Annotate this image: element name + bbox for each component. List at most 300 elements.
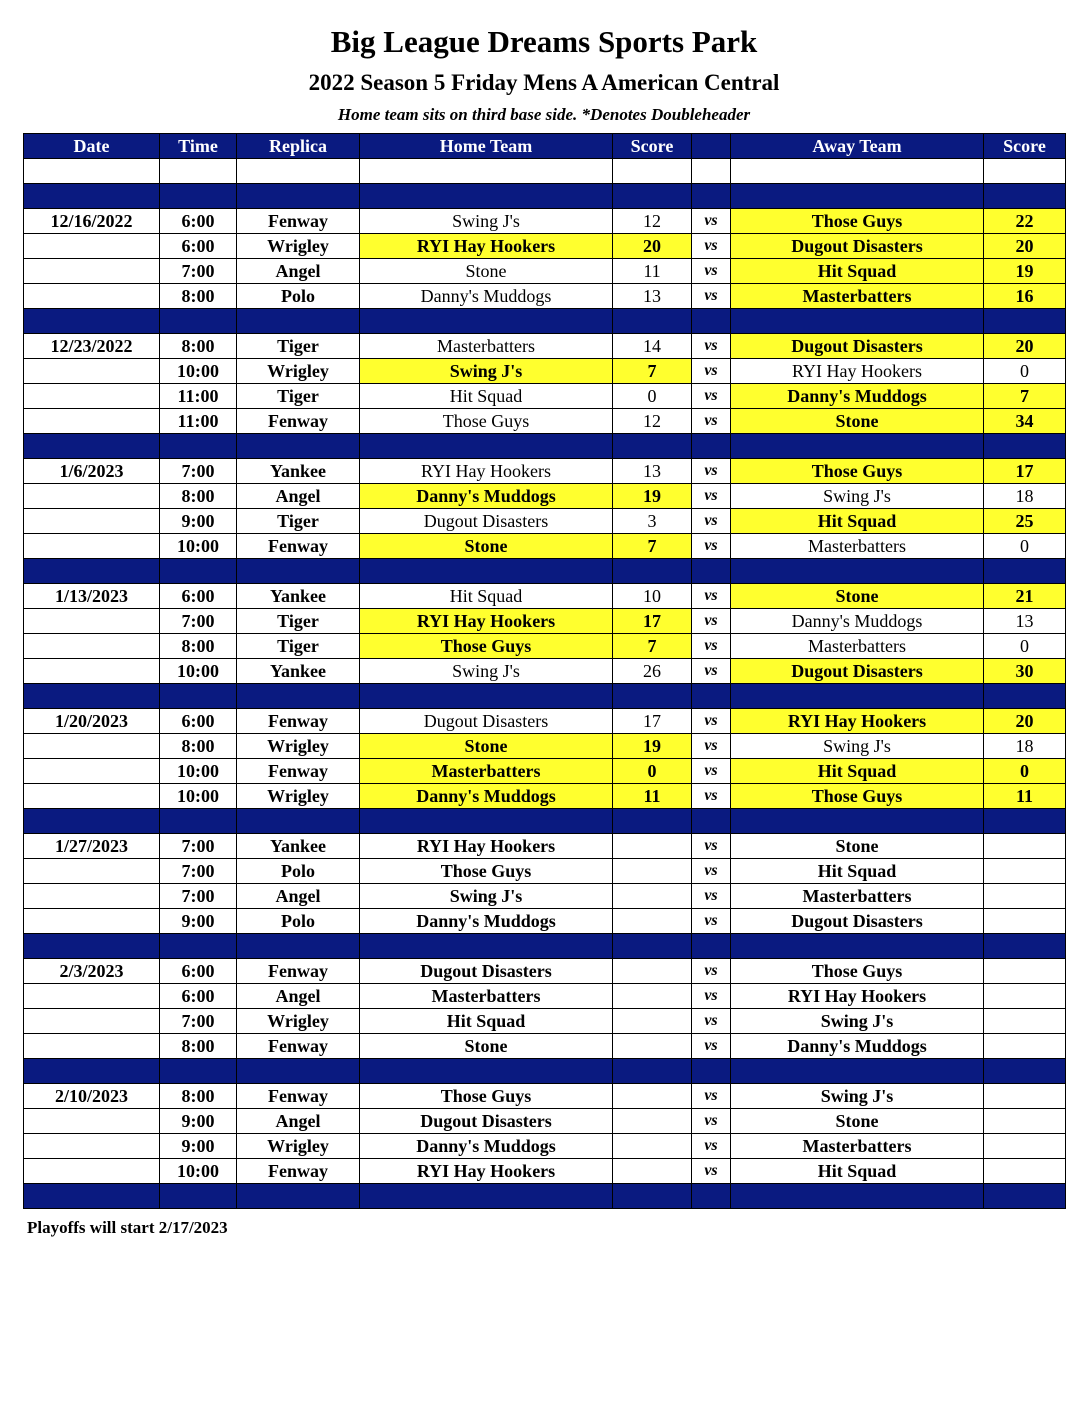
game-row xyxy=(24,509,1066,534)
game-field: Yankee xyxy=(237,834,360,859)
home-score xyxy=(613,1109,692,1134)
vs-label: vs xyxy=(692,1084,731,1109)
home-team: RYI Hay Hookers xyxy=(360,234,613,259)
page-subtitle: 2022 Season 5 Friday Mens A American Central xyxy=(308,70,780,95)
away-score: 13 xyxy=(984,609,1066,634)
game-time: 9:00 xyxy=(160,909,237,934)
game-field: Fenway xyxy=(237,759,360,784)
home-team: Stone xyxy=(360,259,613,284)
game-time: 8:00 xyxy=(160,484,237,509)
home-team: Hit Squad xyxy=(360,584,613,609)
game-time: 6:00 xyxy=(160,584,237,609)
col-home-score: Score xyxy=(613,134,692,159)
game-time: 9:00 xyxy=(160,1134,237,1159)
vs-label: vs xyxy=(692,909,731,934)
game-time: 7:00 xyxy=(160,884,237,909)
vs-label: vs xyxy=(692,1134,731,1159)
away-team: Dugout Disasters xyxy=(731,909,984,934)
away-score: 19 xyxy=(984,259,1066,284)
away-team: Those Guys xyxy=(731,784,984,809)
home-score xyxy=(613,834,692,859)
game-time: 6:00 xyxy=(160,209,237,234)
game-field: Fenway xyxy=(237,534,360,559)
game-date xyxy=(24,859,160,884)
away-team: Danny's Muddogs xyxy=(731,384,984,409)
away-score: 25 xyxy=(984,509,1066,534)
playoffs-note: Playoffs will start 2/17/2023 xyxy=(27,1218,228,1237)
game-date xyxy=(24,384,160,409)
home-team: Danny's Muddogs xyxy=(360,909,613,934)
game-field: Polo xyxy=(237,909,360,934)
home-team: Those Guys xyxy=(360,1084,613,1109)
game-time: 8:00 xyxy=(160,284,237,309)
home-team: RYI Hay Hookers xyxy=(360,834,613,859)
home-score: 13 xyxy=(613,284,692,309)
game-date: 1/13/2023 xyxy=(24,584,160,609)
game-time: 8:00 xyxy=(160,634,237,659)
week-separator-row xyxy=(24,809,1066,834)
game-row xyxy=(24,359,1066,384)
home-team: Danny's Muddogs xyxy=(360,484,613,509)
game-field: Tiger xyxy=(237,384,360,409)
home-team: Masterbatters xyxy=(360,759,613,784)
game-field: Angel xyxy=(237,259,360,284)
vs-label: vs xyxy=(692,259,731,284)
game-date xyxy=(24,484,160,509)
away-team: Swing J's xyxy=(731,734,984,759)
away-team: Those Guys xyxy=(731,459,984,484)
game-row xyxy=(24,334,1066,359)
home-score xyxy=(613,909,692,934)
game-field: Polo xyxy=(237,859,360,884)
home-score xyxy=(613,984,692,1009)
vs-label: vs xyxy=(692,284,731,309)
away-score: 30 xyxy=(984,659,1066,684)
game-date: 1/6/2023 xyxy=(24,459,160,484)
week-separator-row xyxy=(24,934,1066,959)
away-score xyxy=(984,1084,1066,1109)
game-row xyxy=(24,759,1066,784)
game-row xyxy=(24,234,1066,259)
game-date xyxy=(24,234,160,259)
col-away-team: Away Team xyxy=(731,134,984,159)
away-team: Masterbatters xyxy=(731,634,984,659)
vs-label: vs xyxy=(692,359,731,384)
game-field: Yankee xyxy=(237,659,360,684)
away-score: 17 xyxy=(984,459,1066,484)
home-score: 19 xyxy=(613,734,692,759)
vs-label: vs xyxy=(692,959,731,984)
home-score: 17 xyxy=(613,609,692,634)
game-time: 10:00 xyxy=(160,359,237,384)
home-score: 11 xyxy=(613,259,692,284)
home-score: 26 xyxy=(613,659,692,684)
away-score: 20 xyxy=(984,709,1066,734)
game-field: Angel xyxy=(237,884,360,909)
game-row xyxy=(24,1084,1066,1109)
game-time: 9:00 xyxy=(160,1109,237,1134)
vs-label: vs xyxy=(692,1159,731,1184)
game-field: Wrigley xyxy=(237,734,360,759)
away-score xyxy=(984,859,1066,884)
schedule-note: Home team sits on third base side. *Denotes Doubleheader xyxy=(337,105,751,124)
away-team: Dugout Disasters xyxy=(731,234,984,259)
game-row xyxy=(24,634,1066,659)
home-score xyxy=(613,1159,692,1184)
away-score: 21 xyxy=(984,584,1066,609)
week-separator-row xyxy=(24,184,1066,209)
game-row xyxy=(24,859,1066,884)
col-replica: Replica xyxy=(237,134,360,159)
away-team: Stone xyxy=(731,584,984,609)
game-date xyxy=(24,784,160,809)
home-score: 12 xyxy=(613,209,692,234)
game-field: Wrigley xyxy=(237,359,360,384)
vs-label: vs xyxy=(692,984,731,1009)
game-row xyxy=(24,959,1066,984)
game-time: 9:00 xyxy=(160,509,237,534)
week-separator-row xyxy=(24,684,1066,709)
home-score: 7 xyxy=(613,534,692,559)
home-team: RYI Hay Hookers xyxy=(360,459,613,484)
home-team: Dugout Disasters xyxy=(360,709,613,734)
game-field: Tiger xyxy=(237,609,360,634)
table-header xyxy=(24,134,1066,159)
game-time: 10:00 xyxy=(160,759,237,784)
game-field: Fenway xyxy=(237,709,360,734)
game-field: Tiger xyxy=(237,334,360,359)
game-date xyxy=(24,909,160,934)
away-score: 11 xyxy=(984,784,1066,809)
home-score: 12 xyxy=(613,409,692,434)
col-home-team: Home Team xyxy=(360,134,613,159)
away-score xyxy=(984,909,1066,934)
game-time: 7:00 xyxy=(160,459,237,484)
home-score: 11 xyxy=(613,784,692,809)
away-score: 0 xyxy=(984,534,1066,559)
home-score xyxy=(613,1084,692,1109)
game-field: Fenway xyxy=(237,1159,360,1184)
away-team: Dugout Disasters xyxy=(731,659,984,684)
game-date xyxy=(24,259,160,284)
game-time: 11:00 xyxy=(160,409,237,434)
away-team: Hit Squad xyxy=(731,509,984,534)
vs-label: vs xyxy=(692,609,731,634)
week-separator-row xyxy=(24,309,1066,334)
game-field: Wrigley xyxy=(237,784,360,809)
away-score xyxy=(984,1159,1066,1184)
away-team: Masterbatters xyxy=(731,884,984,909)
home-team: Masterbatters xyxy=(360,334,613,359)
game-date xyxy=(24,659,160,684)
game-time: 7:00 xyxy=(160,1009,237,1034)
away-team: Stone xyxy=(731,834,984,859)
vs-label: vs xyxy=(692,459,731,484)
home-team: Dugout Disasters xyxy=(360,509,613,534)
week-separator-row xyxy=(24,1059,1066,1084)
game-date xyxy=(24,759,160,784)
home-score xyxy=(613,859,692,884)
away-score: 0 xyxy=(984,634,1066,659)
game-row xyxy=(24,259,1066,284)
game-date: 1/27/2023 xyxy=(24,834,160,859)
vs-label: vs xyxy=(692,834,731,859)
vs-label: vs xyxy=(692,509,731,534)
game-row xyxy=(24,734,1066,759)
home-score xyxy=(613,1009,692,1034)
week-separator-row xyxy=(24,434,1066,459)
vs-label: vs xyxy=(692,1034,731,1059)
away-score xyxy=(984,834,1066,859)
game-time: 10:00 xyxy=(160,659,237,684)
away-team: Swing J's xyxy=(731,1084,984,1109)
game-field: Wrigley xyxy=(237,234,360,259)
away-score: 18 xyxy=(984,734,1066,759)
home-team: Swing J's xyxy=(360,659,613,684)
vs-label: vs xyxy=(692,384,731,409)
away-team: Danny's Muddogs xyxy=(731,1034,984,1059)
game-row xyxy=(24,459,1066,484)
vs-label: vs xyxy=(692,534,731,559)
game-date xyxy=(24,1009,160,1034)
home-team: Those Guys xyxy=(360,634,613,659)
away-team: Those Guys xyxy=(731,209,984,234)
game-date xyxy=(24,1034,160,1059)
game-row xyxy=(24,909,1066,934)
away-score: 20 xyxy=(984,334,1066,359)
game-date xyxy=(24,734,160,759)
game-date: 1/20/2023 xyxy=(24,709,160,734)
game-row xyxy=(24,284,1066,309)
home-team: Stone xyxy=(360,1034,613,1059)
col-time: Time xyxy=(160,134,237,159)
away-score xyxy=(984,984,1066,1009)
home-score xyxy=(613,1034,692,1059)
game-time: 8:00 xyxy=(160,734,237,759)
schedule-table xyxy=(23,133,1066,1209)
home-team: RYI Hay Hookers xyxy=(360,609,613,634)
away-score: 20 xyxy=(984,234,1066,259)
game-field: Fenway xyxy=(237,1034,360,1059)
game-row xyxy=(24,884,1066,909)
game-date: 12/16/2022 xyxy=(24,209,160,234)
game-time: 10:00 xyxy=(160,784,237,809)
away-team: Masterbatters xyxy=(731,284,984,309)
away-team: Hit Squad xyxy=(731,859,984,884)
game-date: 12/23/2022 xyxy=(24,334,160,359)
game-field: Tiger xyxy=(237,634,360,659)
home-team: RYI Hay Hookers xyxy=(360,1159,613,1184)
game-row xyxy=(24,384,1066,409)
home-score: 10 xyxy=(613,584,692,609)
game-date xyxy=(24,409,160,434)
game-field: Angel xyxy=(237,484,360,509)
vs-label: vs xyxy=(692,884,731,909)
game-row xyxy=(24,784,1066,809)
home-score xyxy=(613,1134,692,1159)
away-score xyxy=(984,884,1066,909)
away-team: Hit Squad xyxy=(731,759,984,784)
away-team: Those Guys xyxy=(731,959,984,984)
away-score xyxy=(984,1134,1066,1159)
home-team: Dugout Disasters xyxy=(360,959,613,984)
game-row xyxy=(24,409,1066,434)
game-date xyxy=(24,509,160,534)
home-score xyxy=(613,884,692,909)
home-team: Swing J's xyxy=(360,359,613,384)
vs-label: vs xyxy=(692,334,731,359)
away-team: Masterbatters xyxy=(731,534,984,559)
game-time: 8:00 xyxy=(160,1034,237,1059)
home-score: 19 xyxy=(613,484,692,509)
home-team: Danny's Muddogs xyxy=(360,284,613,309)
home-score: 7 xyxy=(613,634,692,659)
vs-label: vs xyxy=(692,584,731,609)
game-date xyxy=(24,1109,160,1134)
game-time: 10:00 xyxy=(160,534,237,559)
away-score: 22 xyxy=(984,209,1066,234)
away-team: Stone xyxy=(731,409,984,434)
vs-label: vs xyxy=(692,484,731,509)
away-score xyxy=(984,959,1066,984)
away-score: 0 xyxy=(984,359,1066,384)
away-team: RYI Hay Hookers xyxy=(731,984,984,1009)
home-team: Hit Squad xyxy=(360,1009,613,1034)
away-team: Dugout Disasters xyxy=(731,334,984,359)
home-team: Hit Squad xyxy=(360,384,613,409)
game-field: Angel xyxy=(237,984,360,1009)
home-team: Stone xyxy=(360,734,613,759)
game-field: Fenway xyxy=(237,209,360,234)
vs-label: vs xyxy=(692,209,731,234)
game-row xyxy=(24,1109,1066,1134)
game-date: 2/10/2023 xyxy=(24,1084,160,1109)
game-time: 6:00 xyxy=(160,234,237,259)
game-row xyxy=(24,484,1066,509)
week-separator-row xyxy=(24,1184,1066,1209)
home-team: Danny's Muddogs xyxy=(360,784,613,809)
away-team: RYI Hay Hookers xyxy=(731,359,984,384)
game-row xyxy=(24,534,1066,559)
game-time: 7:00 xyxy=(160,859,237,884)
away-team: Hit Squad xyxy=(731,259,984,284)
game-time: 8:00 xyxy=(160,334,237,359)
game-row xyxy=(24,709,1066,734)
game-row xyxy=(24,834,1066,859)
away-team: Hit Squad xyxy=(731,1159,984,1184)
away-score xyxy=(984,1109,1066,1134)
game-time: 6:00 xyxy=(160,709,237,734)
game-field: Polo xyxy=(237,284,360,309)
vs-label: vs xyxy=(692,659,731,684)
away-score: 34 xyxy=(984,409,1066,434)
home-team: Swing J's xyxy=(360,209,613,234)
game-field: Fenway xyxy=(237,1084,360,1109)
away-score xyxy=(984,1034,1066,1059)
game-date xyxy=(24,1159,160,1184)
vs-label: vs xyxy=(692,859,731,884)
home-team: Masterbatters xyxy=(360,984,613,1009)
game-date xyxy=(24,984,160,1009)
away-team: Stone xyxy=(731,1109,984,1134)
vs-label: vs xyxy=(692,1009,731,1034)
game-time: 8:00 xyxy=(160,1084,237,1109)
home-team: Stone xyxy=(360,534,613,559)
col-date: Date xyxy=(24,134,160,159)
game-row xyxy=(24,659,1066,684)
game-field: Angel xyxy=(237,1109,360,1134)
away-score: 18 xyxy=(984,484,1066,509)
home-team: Danny's Muddogs xyxy=(360,1134,613,1159)
table-body xyxy=(24,159,1066,1209)
vs-label: vs xyxy=(692,709,731,734)
game-row xyxy=(24,984,1066,1009)
game-field: Fenway xyxy=(237,959,360,984)
game-time: 7:00 xyxy=(160,259,237,284)
page-title: Big League Dreams Sports Park xyxy=(330,24,758,59)
game-time: 6:00 xyxy=(160,984,237,1009)
vs-label: vs xyxy=(692,409,731,434)
game-date xyxy=(24,634,160,659)
vs-label: vs xyxy=(692,634,731,659)
game-date xyxy=(24,884,160,909)
home-score: 13 xyxy=(613,459,692,484)
game-time: 7:00 xyxy=(160,834,237,859)
game-time: 10:00 xyxy=(160,1159,237,1184)
col-away-score: Score xyxy=(984,134,1066,159)
game-row xyxy=(24,609,1066,634)
away-team: Danny's Muddogs xyxy=(731,609,984,634)
game-field: Fenway xyxy=(237,409,360,434)
game-date: 2/3/2023 xyxy=(24,959,160,984)
vs-label: vs xyxy=(692,759,731,784)
away-score: 16 xyxy=(984,284,1066,309)
game-date xyxy=(24,359,160,384)
vs-label: vs xyxy=(692,734,731,759)
away-team: RYI Hay Hookers xyxy=(731,709,984,734)
away-score: 0 xyxy=(984,759,1066,784)
home-score xyxy=(613,959,692,984)
game-time: 7:00 xyxy=(160,609,237,634)
game-time: 11:00 xyxy=(160,384,237,409)
game-date xyxy=(24,284,160,309)
home-team: Those Guys xyxy=(360,409,613,434)
away-score: 7 xyxy=(984,384,1066,409)
game-field: Yankee xyxy=(237,459,360,484)
blank-row xyxy=(24,159,1066,184)
home-score: 17 xyxy=(613,709,692,734)
away-score xyxy=(984,1009,1066,1034)
game-row xyxy=(24,1009,1066,1034)
vs-label: vs xyxy=(692,234,731,259)
game-time: 6:00 xyxy=(160,959,237,984)
away-team: Swing J's xyxy=(731,1009,984,1034)
game-date xyxy=(24,534,160,559)
game-date xyxy=(24,609,160,634)
game-row xyxy=(24,584,1066,609)
away-team: Masterbatters xyxy=(731,1134,984,1159)
home-score: 3 xyxy=(613,509,692,534)
game-date xyxy=(24,1134,160,1159)
vs-label: vs xyxy=(692,1109,731,1134)
home-team: Dugout Disasters xyxy=(360,1109,613,1134)
game-field: Tiger xyxy=(237,509,360,534)
game-field: Yankee xyxy=(237,584,360,609)
vs-label: vs xyxy=(692,784,731,809)
home-score: 0 xyxy=(613,384,692,409)
home-score: 7 xyxy=(613,359,692,384)
game-row xyxy=(24,1034,1066,1059)
